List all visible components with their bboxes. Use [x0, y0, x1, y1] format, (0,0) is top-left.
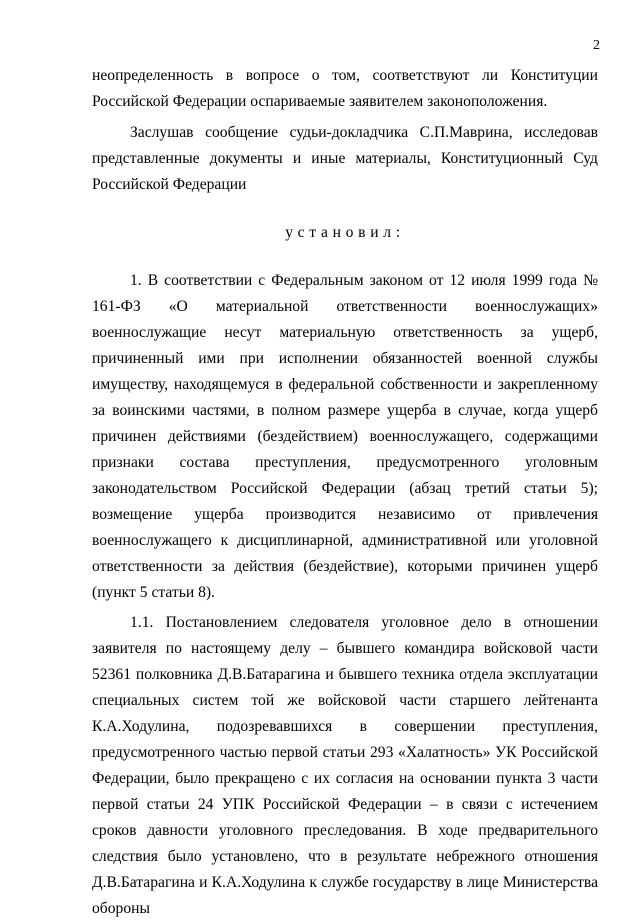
paragraph-1: 1. В соответствии с Федеральным законом от 12 июля 1999 года № 161-ФЗ «О материальной ответственности военнослужащих» военнослужащие несут материальную ответственность за ущерб, причиненный ими при исполнении обязанностей военной службы имуществу, находящемуся в федеральной собственности и закрепленному за воинскими частями, в полном размере ущерба в случае, когда ущерб причинен действиями (бездействием) военнослужащего, содержащими признаки состава преступления, предусмотренного уголовным законодательством Российской Федерации (абзац третий статьи 5); возмещение ущерба производится независимо от привлечения военнослужащего к дисциплинарной, административной или уголовной ответственности за действия (бездействие), которыми причинен ущерб (пункт 5 статьи 8). — [92, 272, 598, 601]
paragraph-hearing: Заслушав сообщение судьи-докладчика С.П.Маврина, исследовав представленные документы и иные материалы, Конституционный Суд Российской Федерации — [92, 124, 598, 193]
document-body — [92, 63, 598, 922]
section-heading: установил: — [285, 224, 405, 241]
page-number: 2 — [593, 38, 600, 53]
paragraph-1-1: 1.1. Постановлением следователя уголовное дело в отношении заявителя по настоящему делу – бывшего командира войсковой части 52361 полковника Д.В.Батарагина и бывшего техника отдела эксплуатации специальных систем той же войсковой части старшего лейтенанта К.А.Ходулина, подозревавшихся в совершении преступления, предусмотренного частью первой статьи 293 «Халатность» УК Российской Федерации, было прекращено с их согласия на основании пункта 3 части первой статьи 24 УПК Российской Федерации – в связи с истечением сроков давности уголовного преследования. В ходе предварительного следствия было установлено, что в результате небрежного отношения Д.В.Батарагина и К.А.Ходулина к службе государству в лице Министерства обороны — [92, 614, 598, 917]
paragraph-intro: неопределенность в вопросе о том, соответствуют ли Конституции Российской Федерации оспариваемые заявителем законоположения. — [92, 67, 598, 110]
